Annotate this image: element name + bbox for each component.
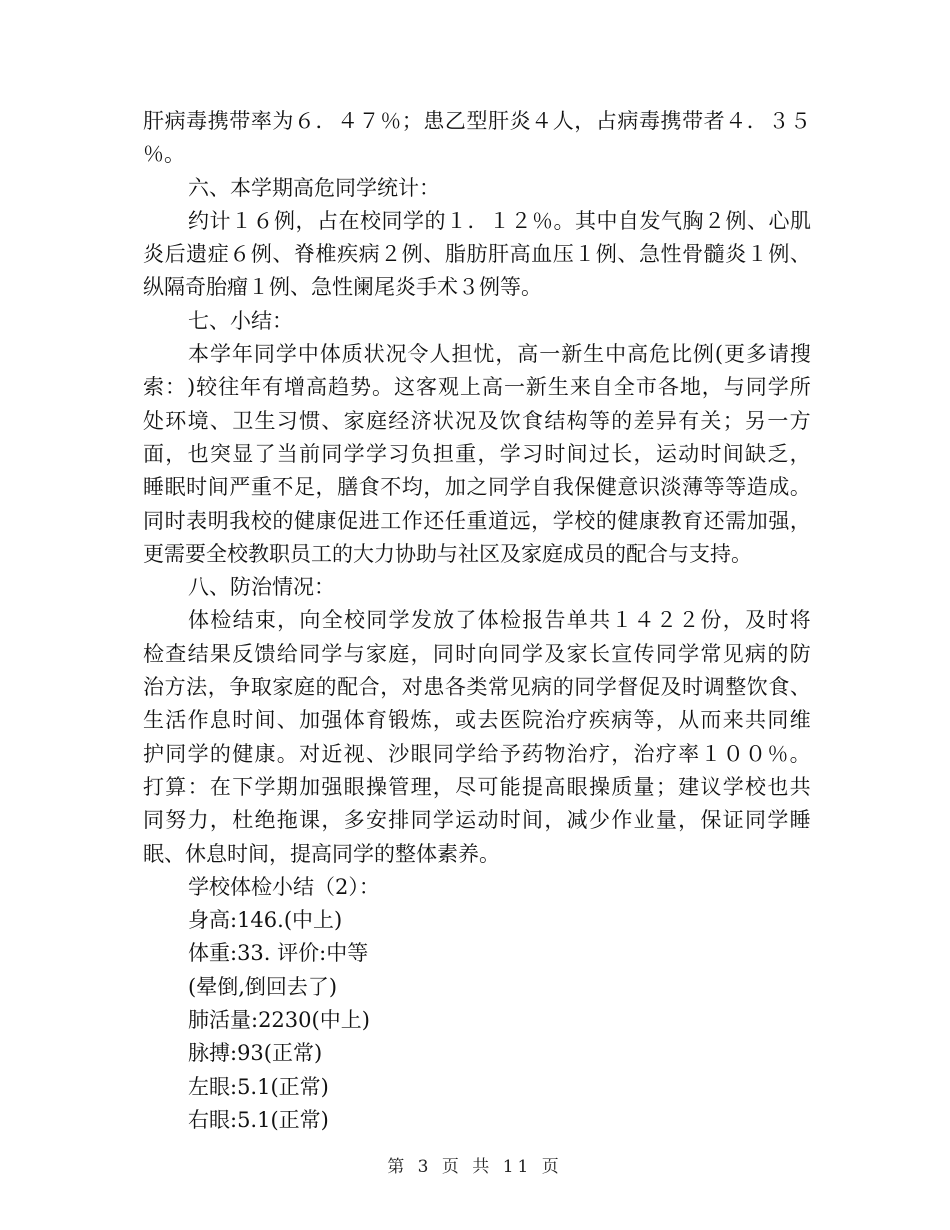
section-heading-high-risk: 六、本学期高危同学统计： xyxy=(188,175,440,200)
pulse-entry: 脉搏:93(正常) xyxy=(188,1041,323,1066)
paragraph-line: 炎 后 遗 症 ６ 例 、 脊 椎 疾 病 ２ 例 、 脂 肪 肝 高 血 压 １ 例 、 急 性 骨 髓 炎 １ 例 、 xyxy=(143,242,811,267)
section-heading-summary: 七、小结： xyxy=(188,308,293,333)
note-entry: (晕倒,倒回去了) xyxy=(188,974,338,999)
paragraph-line: 打 算 ： 在 下 学 期 加 强 眼 操 管 理 ， 尽 可 能 提 高 眼 操 质 量 ； 建 议 学 校 也 共 xyxy=(143,774,811,799)
paragraph-line: 护 同 学 的 健 康 。 对 近 视 、 沙 眼 同 学 给 予 药 物 治 疗 ， 治 疗 率 １ ０ ０ ％ 。 xyxy=(143,741,811,766)
paragraph-line: 索 ： ) 较 往 年 有 增 高 趋 势 。 这 客 观 上 高 一 新 生 来 自 全 市 各 地 ， 与 同 学 所 xyxy=(143,375,811,400)
paragraph-line: 检 查 结 果 反 馈 给 同 学 与 家 庭 ， 同 时 向 同 学 及 家 长 宣 传 同 学 常 见 病 的 防 xyxy=(143,641,811,666)
lung-capacity-entry: 肺活量:2230(中上) xyxy=(188,1008,370,1033)
paragraph-line: 体 检 结 束 ， 向 全 校 同 学 发 放 了 体 检 报 告 单 共 １ ４ ２ ２ 份 ， 及 时 将 xyxy=(188,608,811,633)
paragraph-line: 同 时 表 明 我 校 的 健 康 促 进 工 作 还 任 重 道 远 ， 学 校 的 健 康 教 育 还 需 加 强 ， xyxy=(143,508,811,533)
section-heading-prevention: 八、防治情况： xyxy=(188,575,335,600)
paragraph-line: 同 努 力 ， 杜 绝 拖 课 ， 多 安 排 同 学 运 动 时 间 ， 减 少 作 业 量 ， 保 证 同 学 睡 xyxy=(143,808,811,833)
paragraph-line: 约 计 １ ６ 例 ， 占 在 校 同 学 的 １ ． １ ２ ％ 。 其 中 自 发 气 胸 ２ 例 、 心 肌 xyxy=(188,208,811,233)
paragraph-line: 眠、休息时间，提高同学的整体素养。 xyxy=(143,841,500,866)
document-body xyxy=(143,105,811,1137)
paragraph-line: 处 环 境 、 卫 生 习 惯 、 家 庭 经 济 状 况 及 饮 食 结 构 等 的 差 异 有 关 ； 另 一 方 xyxy=(143,408,811,433)
paragraph-line: 更需要全校教职员工的大力协助与社区及家庭成员的配合与支持。 xyxy=(143,541,752,566)
right-eye-entry: 右眼:5.1(正常) xyxy=(188,1107,329,1132)
paragraph-line: 肝 病 毒 携 带 率 为 ６ ． ４ ７ ％ ； 患 乙 型 肝 炎 ４ 人 ， 占 病 毒 携 带 者 ４ ． ３ ５ xyxy=(143,109,811,133)
paragraph-line: 睡 眠 时 间 严 重 不 足 ， 膳 食 不 均 ， 加 之 同 学 自 我 保 健 意 识 淡 薄 等 等 造 成 。 xyxy=(143,475,811,500)
weight-entry: 体重:33. 评价:中等 xyxy=(188,941,369,966)
paragraph-line: ％。 xyxy=(143,142,185,167)
paragraph-line: 治 方 法 ， 争 取 家 庭 的 配 合 ， 对 患 各 类 常 见 病 的 同 学 督 促 及 时 调 整 饮 食 、 xyxy=(143,675,811,700)
paragraph-line: 本 学 年 同 学 中 体 质 状 况 令 人 担 忧 ， 高 一 新 生 中 高 危 比 例 ( 更 多 请 搜 xyxy=(188,342,811,367)
paragraph-line: 生 活 作 息 时 间 、 加 强 体 育 锻 炼 ， 或 去 医 院 治 疗 疾 病 等 ， 从 而 来 共 同 维 xyxy=(143,708,811,733)
page-footer: 第 3 页 共 11 页 xyxy=(387,1157,563,1177)
height-entry: 身高:146.(中上) xyxy=(188,908,343,933)
paragraph-line: 纵隔奇胎瘤１例、急性阑尾炎手术３例等。 xyxy=(143,275,542,300)
left-eye-entry: 左眼:5.1(正常) xyxy=(188,1074,329,1099)
paragraph-line: 面 ， 也 突 显 了 当 前 同 学 学 习 负 担 重 ， 学 习 时 间 过 长 ， 运 动 时 间 缺 乏 ， xyxy=(143,441,811,466)
section-heading-checkup-summary: 学校体检小结（2）： xyxy=(188,874,380,899)
